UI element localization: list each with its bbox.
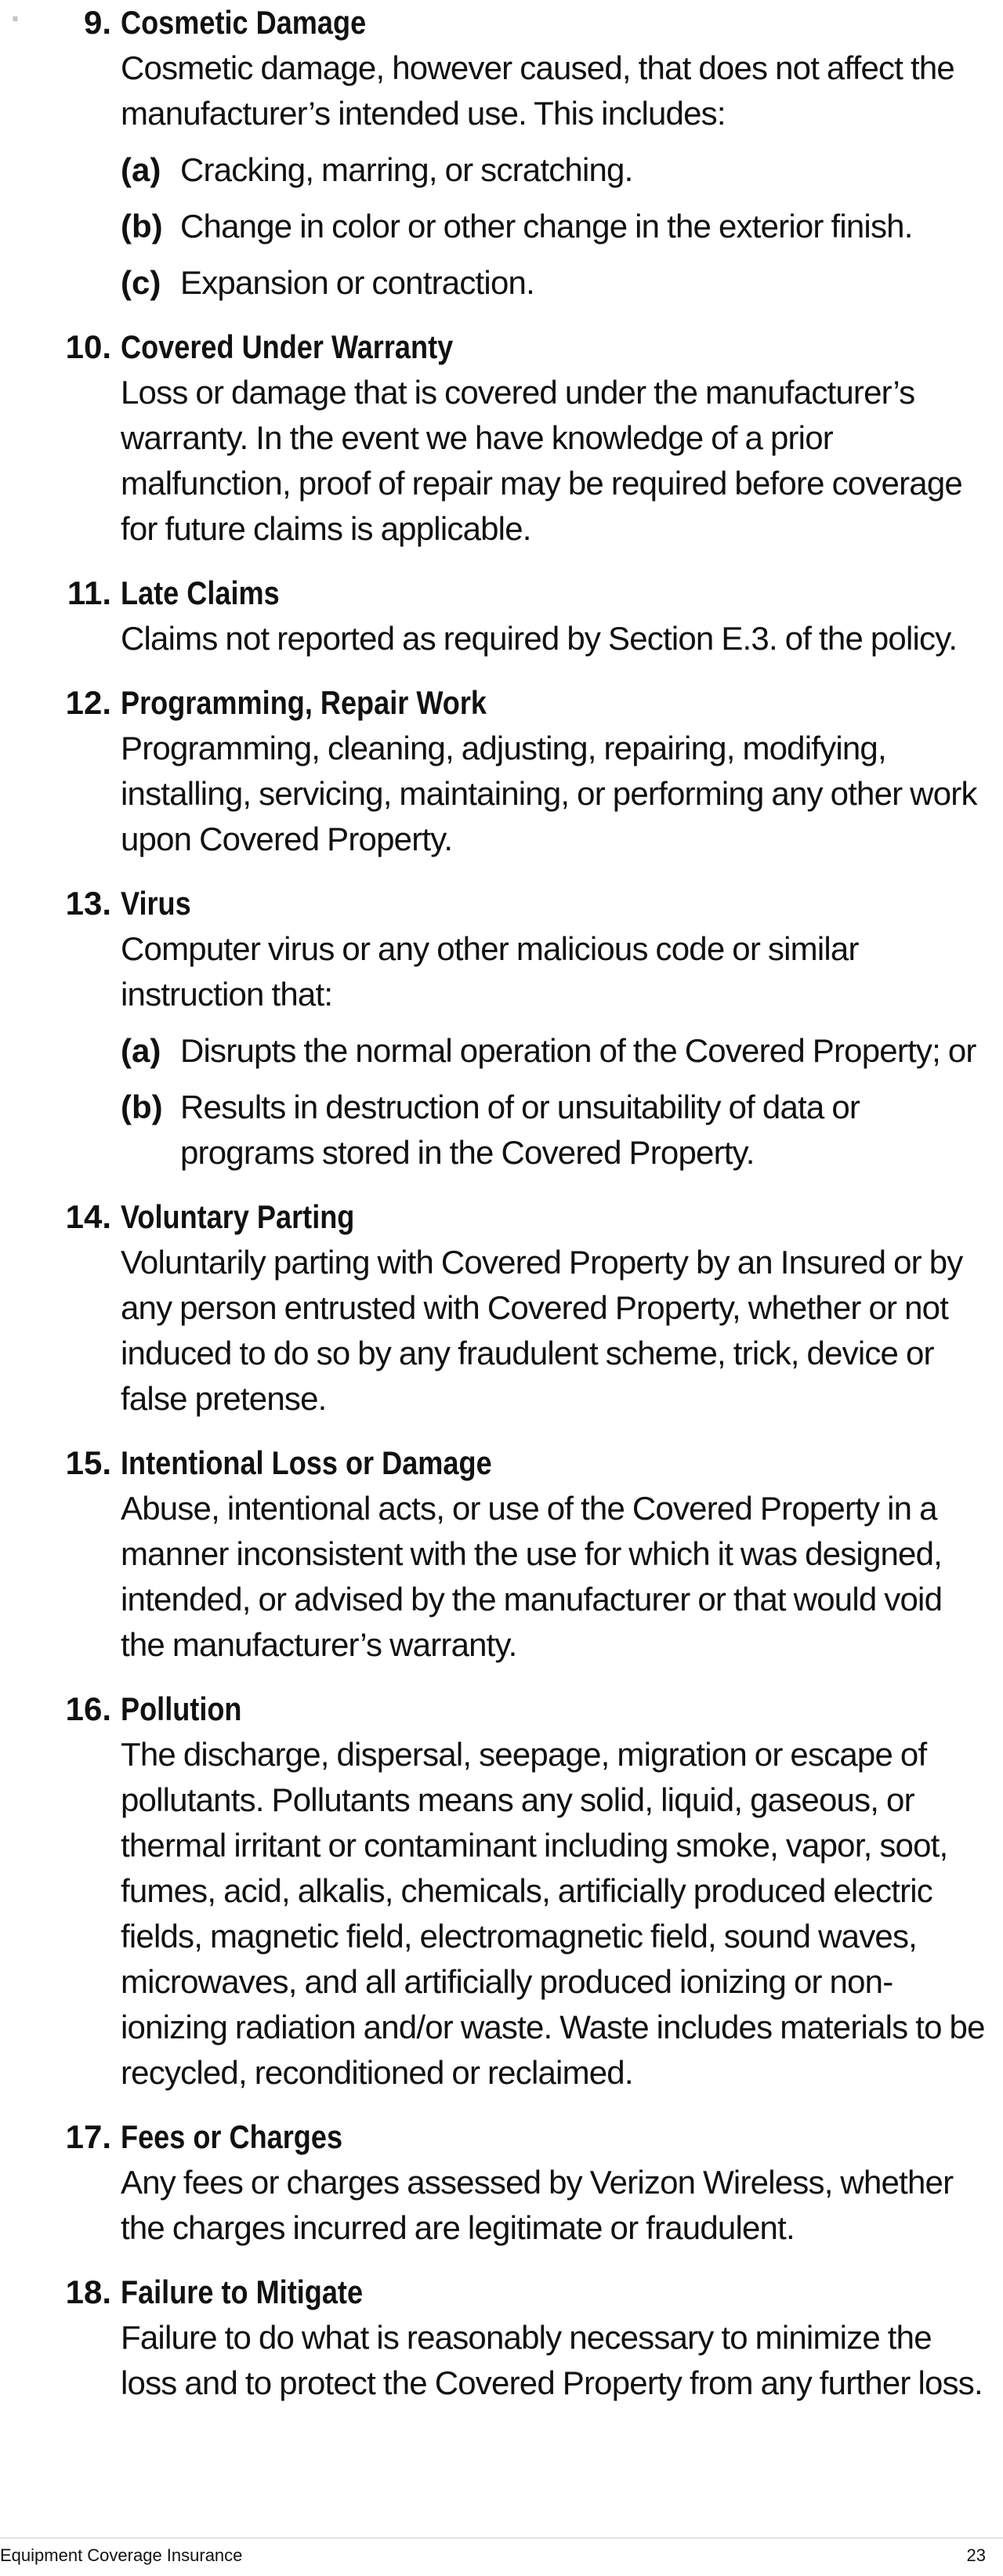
item-text: Voluntarily parting with Covered Property by an Insured or by any person entrusted with Covered Property, whether or not induced to do so by any fraudulent scheme, trick, device or false pretense.	[121, 1244, 963, 1417]
item-text: Cosmetic damage, however caused, that does not affect the manufacturer’s intended use. This includes:	[121, 49, 954, 132]
item-body	[121, 2270, 992, 2406]
item-title: Voluntary Parting	[121, 1198, 355, 1235]
page-footer	[0, 2538, 1003, 2576]
item-title: Late Claims	[121, 574, 280, 611]
subitem-label: (b)	[121, 1089, 163, 1125]
item-title: Failure to Mitigate	[121, 2273, 364, 2310]
subitem	[121, 204, 992, 249]
item-body	[121, 1440, 992, 1668]
footer-document-title: Equipment Coverage Insurance	[0, 2545, 243, 2565]
item-title: Fees or Charges	[121, 2118, 343, 2155]
subitem-text: Cracking, marring, or scratching.	[180, 151, 633, 188]
item-body	[121, 571, 992, 661]
subitem	[121, 260, 992, 306]
item-number: 11.	[67, 574, 111, 611]
list-item	[60, 324, 992, 552]
list-item	[60, 2270, 992, 2406]
menu-icon: ≡	[13, 13, 19, 24]
list-item	[60, 1194, 992, 1422]
list-item	[60, 0, 992, 306]
subitem-label: (c)	[121, 264, 161, 301]
item-number: 16.	[65, 1690, 111, 1727]
subitem-list	[121, 147, 992, 306]
subitem-label: (a)	[121, 151, 161, 188]
item-body	[121, 324, 992, 552]
list-item	[60, 1440, 992, 1668]
item-text: Programming, cleaning, adjusting, repairing, modifying, installing, servicing, maintaining, or performing any other work upon Covered Property.	[121, 730, 977, 857]
item-body	[121, 2114, 992, 2251]
item-text: Abuse, intentional acts, or use of the Covered Property in a manner inconsistent with the use for which it was designed, intended, or advised by the manufacturer or that would void the manufacturer’s warranty.	[121, 1490, 943, 1663]
item-title: Cosmetic Damage	[121, 4, 367, 41]
item-title: Virus	[121, 885, 191, 922]
subitem	[121, 147, 992, 193]
subitem	[121, 1028, 992, 1074]
exclusions-list	[60, 0, 992, 2425]
item-title: Pollution	[121, 1690, 242, 1727]
item-title: Covered Under Warranty	[121, 328, 454, 365]
subitem-text: Expansion or contraction.	[180, 264, 534, 301]
item-number: 12.	[65, 684, 111, 721]
subitem-text: Results in destruction of or unsuitability of data or programs stored in the Covered Property.	[180, 1089, 860, 1171]
item-text: Claims not reported as required by Section E.3. of the policy.	[121, 620, 958, 657]
subitem-text: Change in color or other change in the exterior finish.	[180, 208, 913, 245]
item-number: 17.	[65, 2118, 111, 2155]
list-item	[60, 680, 992, 862]
item-body	[121, 881, 992, 1176]
item-body	[121, 0, 992, 306]
item-body	[121, 1194, 992, 1422]
list-item	[60, 1687, 992, 2096]
item-text: The discharge, dispersal, seepage, migration or escape of pollutants. Pollutants means any solid, liquid, gaseous, or thermal irritant or contaminant including smoke, vapor, soot, fumes, acid, alkalis, chemicals, artificially produced electric fields, magnetic field, electromagnetic field, sound waves, microwaves, and all artificially produced ionizing or non-ionizing radiation and/or waste. Waste includes materials to be recycled, reconditioned or reclaimed.	[121, 1736, 985, 2091]
item-text: Loss or damage that is covered under the manufacturer’s warranty. In the event we have knowledge of a prior malfunction, proof of repair may be required before coverage for future claims is applicable.	[121, 374, 962, 547]
footer-page-number: 23	[966, 2545, 986, 2565]
item-number: 18.	[65, 2273, 111, 2310]
item-number: 14.	[65, 1198, 111, 1235]
item-body	[121, 680, 992, 862]
item-number: 15.	[65, 1444, 111, 1481]
list-item	[60, 881, 992, 1176]
subitem-list	[121, 1028, 992, 1176]
list-item	[60, 2114, 992, 2251]
item-text: Computer virus or any other malicious code or similar instruction that:	[121, 930, 859, 1013]
item-body	[121, 1687, 992, 2096]
item-title: Intentional Loss or Damage	[121, 1444, 492, 1481]
subitem-label: (a)	[121, 1032, 161, 1069]
item-number: 13.	[65, 885, 111, 922]
subitem-text: Disrupts the normal operation of the Covered Property; or	[180, 1032, 976, 1069]
subitem	[121, 1085, 992, 1176]
item-text: Any fees or charges assessed by Verizon Wireless, whether the charges incurred are legitimate or fraudulent.	[121, 2164, 954, 2246]
item-number: 9.	[83, 4, 111, 41]
item-title: Programming, Repair Work	[121, 684, 487, 721]
subitem-label: (b)	[121, 208, 163, 245]
item-text: Failure to do what is reasonably necessary to minimize the loss and to protect the Covered Property from any further loss.	[121, 2319, 983, 2401]
list-item	[60, 571, 992, 661]
item-number: 10.	[65, 328, 111, 365]
